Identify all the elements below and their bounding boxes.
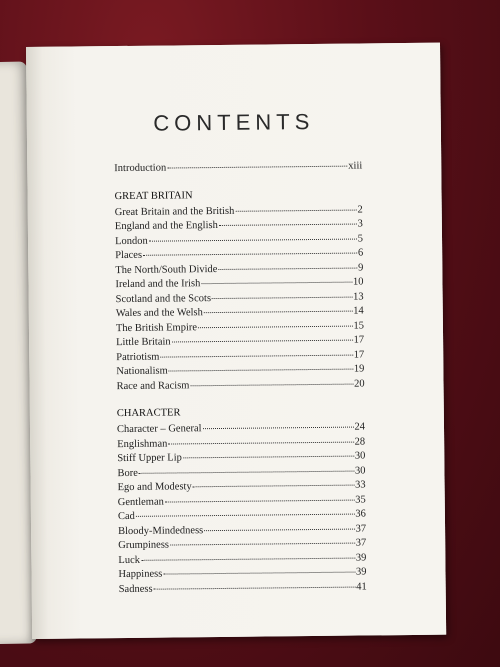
toc-entry-page: 36 [355, 508, 366, 520]
section-heading-great-britain: GREAT BRITAIN [114, 189, 193, 202]
toc-entry-page: 37 [355, 537, 367, 549]
toc-entry-page: 13 [353, 290, 364, 303]
section-list-character [117, 418, 367, 595]
toc-entry-page: 17 [353, 334, 365, 346]
toc-entry-page: 20 [353, 377, 365, 390]
toc-entry-page: 39 [355, 551, 367, 564]
toc-entry-title: Bore [117, 467, 138, 479]
toc-entry-title: Gentleman [117, 496, 164, 508]
toc-entry-title: Englishman [117, 438, 168, 450]
toc-leader-dots [139, 460, 354, 473]
toc-leader-dots [136, 504, 355, 517]
toc-entry-title: Bloody-Mindedness [118, 524, 204, 537]
toc-leader-dots [198, 315, 353, 328]
toc-entry-page: 30 [354, 464, 366, 477]
toc-entry-title: Cad [117, 510, 135, 523]
toc-leader-dots [204, 518, 354, 531]
toc-entry-title: Ireland and the Irish [115, 278, 201, 291]
toc-entry-page: 19 [353, 363, 365, 375]
toc-entry-title: Ego and Modesty [117, 481, 192, 494]
toc-entry-title: Luck [118, 554, 141, 566]
toc-leader-dots [141, 547, 355, 560]
toc-entry-title: Places [115, 249, 143, 262]
toc-leader-dots [235, 199, 356, 211]
contents-heading: CONTENTS [153, 108, 315, 136]
toc-leader-dots [167, 156, 347, 169]
toc-entry-title: Nationalism [116, 365, 168, 378]
toc-entry-page: xiii [348, 160, 363, 172]
toc-leader-dots [168, 431, 353, 444]
toc-leader-dots [202, 417, 353, 430]
toc-entry-page: 30 [354, 450, 366, 462]
toc-leader-dots [170, 533, 355, 546]
toc-entry-page: 33 [355, 479, 366, 491]
toc-entry-title: Grumpiness [118, 539, 170, 552]
toc-entry-title: London [114, 235, 148, 247]
toc-leader-dots [160, 344, 352, 357]
toc-leader-dots [201, 272, 352, 285]
toc-entry-page: 39 [355, 566, 367, 578]
toc-entry-title: Sadness [118, 583, 153, 595]
toc-entry-page: 5 [357, 232, 364, 245]
section-list-great-britain [115, 201, 365, 392]
toc-entry-page: 10 [352, 276, 364, 288]
toc-leader-dots [172, 330, 353, 343]
toc-entry-page: 6 [357, 247, 364, 259]
toc-entry-title: The British Empire [115, 321, 198, 334]
toc-leader-dots [183, 446, 354, 459]
toc-entry-title: Patriotism [116, 351, 160, 363]
toc-entry-page: 37 [355, 522, 367, 535]
toc-entry-title: Race and Racism [116, 379, 190, 392]
toc-entry-title: The North/South Divide [115, 263, 218, 276]
toc-entry-title: Character – General [116, 423, 202, 436]
toc-entry-title: Introduction [114, 162, 167, 175]
toc-entry-page: 41 [356, 580, 367, 593]
section-heading-character: CHARACTER [116, 407, 181, 420]
toc-leader-dots [165, 489, 355, 502]
toc-entry-page: 9 [358, 261, 364, 274]
toc-leader-dots [204, 301, 353, 314]
toc-entry-page: 2 [357, 203, 363, 216]
toc-entry-page: 17 [353, 348, 365, 361]
toc-entry-page: 14 [353, 305, 364, 317]
toc-entry [119, 578, 367, 595]
toc-entry-title: Great Britain and the British [114, 205, 235, 218]
toc-entry-page: 3 [357, 218, 363, 230]
toc-leader-dots [212, 286, 352, 298]
toc-entry-title: Wales and the Welsh [115, 307, 203, 320]
toc-leader-dots [193, 475, 355, 488]
toc-entry-title: England and the English [114, 220, 218, 233]
toc-entry-page: 35 [355, 493, 366, 506]
toc-leader-dots [143, 243, 357, 256]
toc-entry-title: Little Britain [116, 336, 171, 349]
toc-entry-page: 28 [354, 435, 366, 448]
toc-leader-dots [218, 257, 357, 269]
toc-entry-title: Scotland and the Scots [115, 292, 212, 305]
toc-leader-dots [153, 576, 355, 589]
table-of-contents [114, 157, 367, 595]
book-page [26, 43, 446, 639]
toc-entry-page: 24 [354, 421, 366, 433]
toc-entry-title: Stiff Upper Lip [117, 452, 182, 465]
toc-leader-dots [190, 373, 353, 386]
toc-leader-dots [163, 562, 355, 575]
toc-leader-dots [149, 228, 357, 241]
toc-entry-title: Happiness [118, 568, 163, 581]
toc-leader-dots [169, 359, 353, 372]
toc-entry-page: 15 [353, 319, 364, 332]
toc-leader-dots [219, 214, 357, 226]
